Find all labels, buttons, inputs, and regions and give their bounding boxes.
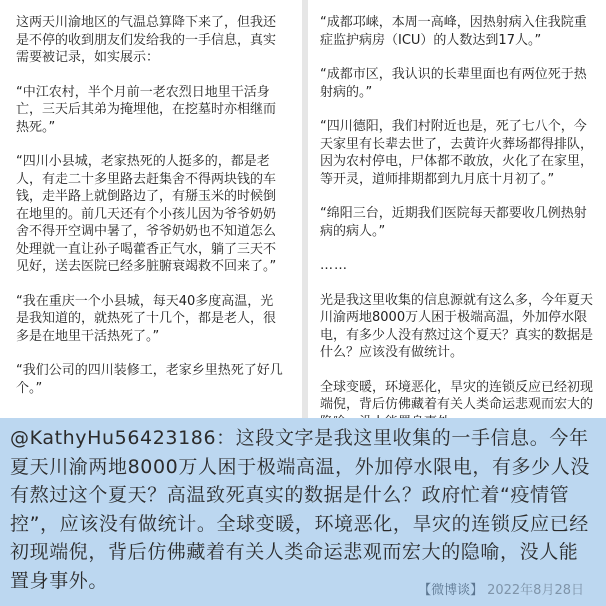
quote-paragraph: “四川德阳，我们村附近也是，死了七八个，今天家里有长辈去世了，去黄许火葬场都得排队，因为农村停电，尸体都不敢放，火化了在家里，等开灵，道师排期都到九月底十月初了。” (320, 119, 594, 187)
quote-paragraph: “我在重庆一个小县城，每天40多度高温，光是我知道的，就热死了十几个，都是老人，很多是在地里干活热死了。” (16, 293, 277, 344)
quote-paragraph: “中江农村，半个月前一老农烈日地里干活身亡，三天后其弟为掩埋他，在挖墓时亦相继而热死。” (16, 84, 277, 135)
source-label: 【微博谈】 (418, 583, 484, 598)
footer-credit (418, 579, 584, 598)
quote-paragraph: “绵阳三台，近期我们医院每天都要收几例热射病的病人。” (320, 206, 587, 239)
user-handle[interactable]: @KathyHu56423186 (10, 427, 217, 449)
post-date: 2022年8月28日 (487, 583, 584, 598)
comment-text (10, 424, 596, 595)
summary-paragraph: 光是我这里收集的信息源就有这么多，今年夏天川渝两地8000万人困于极端高温，外加停水限电，有多少人没有熬过这个夏天？真实的数据是什么？应该没有做统计。 (320, 292, 594, 360)
right-text-panel (308, 0, 606, 418)
quote-paragraph: “四川小县城，老家热死的人挺多的，都是老人，有走二十多里路去赶集舍不得两块钱的车钱，走半路上就倒路边了，有掰玉米的时候倒在地里的。前几天还有个小孩儿因为爷爷奶奶舍不得开空调中暑了，爷爷奶奶也不知道怎么处理就一直让孙子喝藿香正气水，躺了三天不见好，送去医院已经多脏腑衰竭救不回来了。” (16, 154, 277, 274)
intro-paragraph: 这两天川渝地区的气温总算降下来了，但我还是不停的收到朋友们发给我的一手信息，真实需要被记录，如实展示： (16, 15, 277, 65)
left-text-panel (0, 0, 302, 418)
comment-body: ：这段文字是我这里收集的一手信息。今年夏天川渝两地8000万人困于极端高温，外加停水限电，有多少人没有熬过这个夏天？高温致死真实的数据是什么？政府忙着“疫情管控”，应该没有做统计。全球变暖，环境恶化，旱灾的连锁反应已经初现端倪，背后仿佛藏着有关人类命运悲观而宏大的隐喻，没人能置身事外。 (10, 427, 590, 592)
ellipsis-paragraph: …… (320, 258, 348, 273)
quote-paragraph: “成都市区，我认识的长辈里面也有两位死于热射病的。” (320, 67, 587, 100)
summary-paragraph: 全球变暖，环境恶化，旱灾的连锁反应已经初现端倪，背后仿佛藏着有关人类命运悲观而宏大的 (320, 379, 594, 412)
comment-box (0, 418, 606, 606)
quote-paragraph: “我们公司的四川装修工，老家乡里热死了好几个。” (16, 363, 283, 396)
quote-paragraph: “成都邛崃，本周一高峰，因热射病入住我院重症监护病房（ICU）的人数达到17人。” (320, 15, 587, 48)
